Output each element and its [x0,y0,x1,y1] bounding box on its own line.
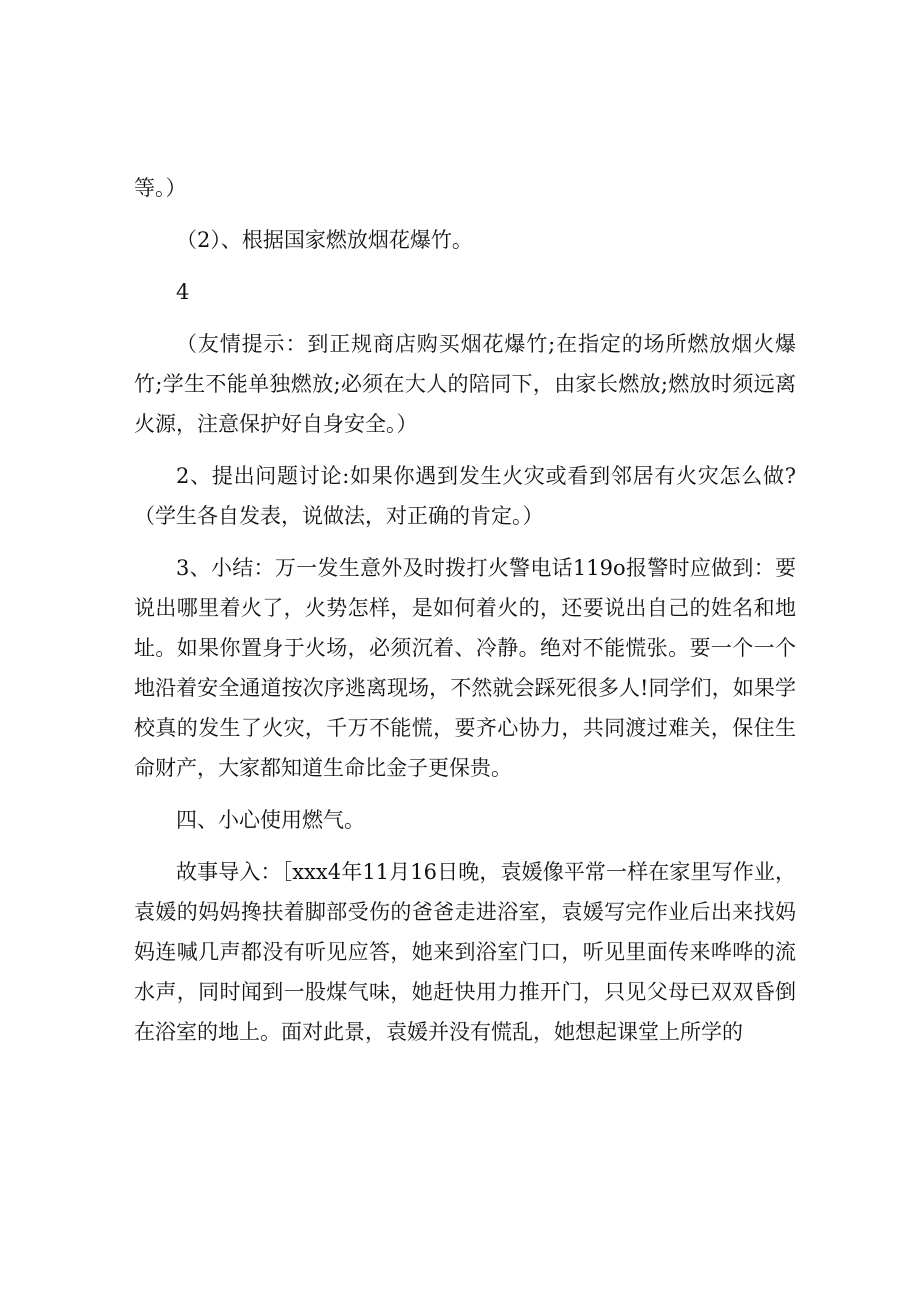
document-body [134,168,796,1064]
paragraph: （友情提示：到正规商店购买烟花爆竹;在指定的场所燃放烟火爆竹;学生不能单独燃放;必须在大人的陪同下，由家长燃放;燃放时须远离火源，注意保护好自身安全。） [134,332,796,436]
paragraph: （2）、根据国家燃放烟花爆竹。 [176,228,473,252]
paragraph: 4 [176,280,190,304]
paragraph: 故事导入：［xxx4年11月16日晚，袁媛像平常一样在家里写作业，袁媛的妈妈搀扶着脚部受伤的爸爸走进浴室，袁媛写完作业后出来找妈妈连喊几声都没有听见应答，她来到浴室门口，听见里面传来哗哗的流水声，同时闻到一股煤气味，她赶快用力推开门，只见父母已双双昏倒在浴室的地上。面对此景，袁媛并没有慌乱，她想起课堂上所学的 [134,860,796,1044]
paragraph: 2、提出问题讨论:如果你遇到发生火灾或看到邻居有火灾怎么做?（学生各自发表，说做法，对正确的肯定。） [134,464,796,528]
paragraph: 3、小结：万一发生意外及时拨打火警电话119o报警时应做到：要说出哪里着火了，火势怎样，是如何着火的，还要说出自己的姓名和地址。如果你置身于火场，必须沉着、冷静。绝对不能慌张。要一个一个地沿着安全通道按次序逃离现场，不然就会踩死很多人!同学们，如果学校真的发生了火灾，千万不能慌，要齐心协力，共同渡过难关，保住生命财产，大家都知道生命比金子更保贵。 [134,556,796,780]
paragraph: 四、小心使用燃气。 [176,808,365,832]
paragraph: 等。） [134,176,187,200]
